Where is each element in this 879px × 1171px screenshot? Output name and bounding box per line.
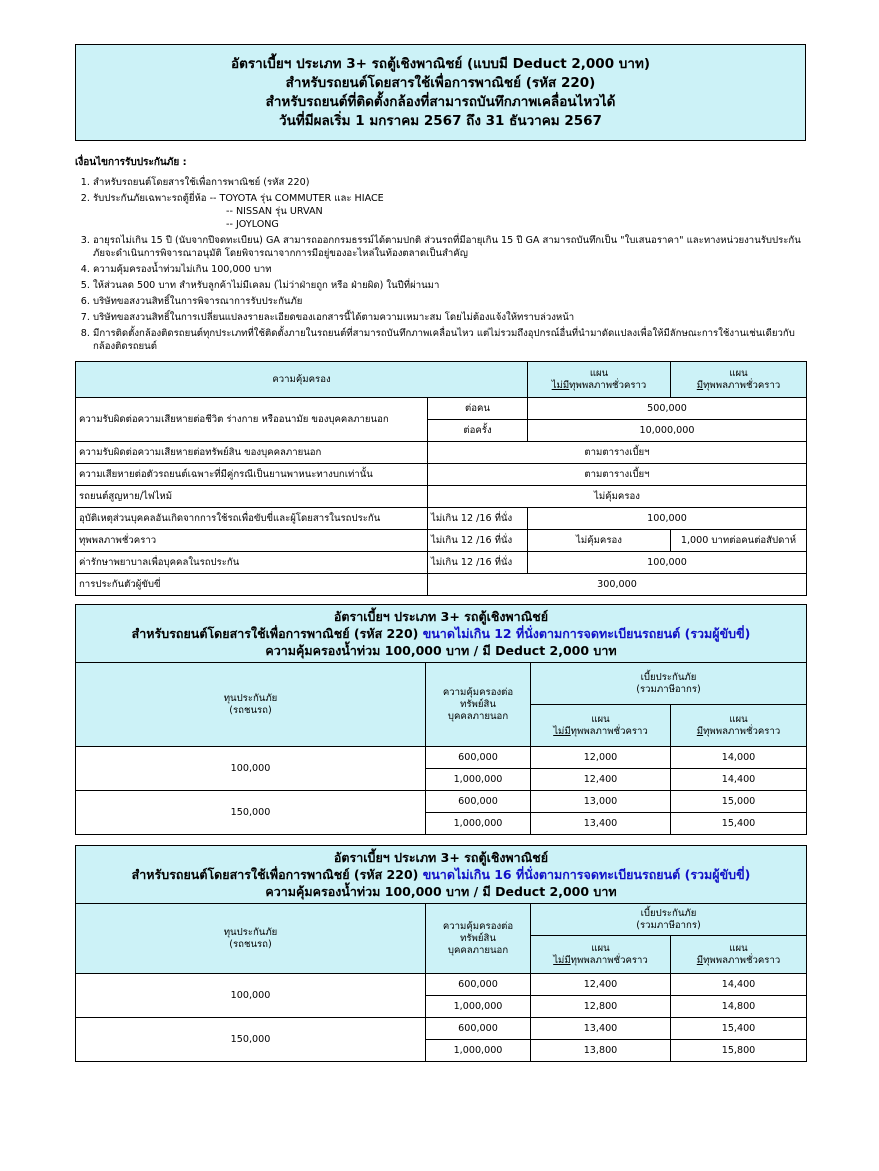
plan-no-disability-header bbox=[528, 362, 671, 398]
vehicle-damage-label: ความเสียหายต่อตัวรถยนต์เฉพาะที่มีคู่กรณีเป็นยานพาหนะทางบกเท่านั้น bbox=[76, 464, 428, 486]
plan-underline: ไม่มี bbox=[551, 379, 570, 391]
plan-underline: ไม่มี bbox=[553, 725, 571, 737]
plan-rest: ทุพพลภาพชั่วคราว bbox=[703, 379, 781, 391]
table-row bbox=[76, 974, 807, 996]
title-box bbox=[75, 44, 806, 141]
condition-text: บริษัทขอสงวนสิทธิ์ในการเปลี่ยนแปลงรายละเอียดของเอกสารนี้ได้ตามความเหมาะสม โดยไม่ต้องแจ้งให้ทราบล่วงหน้า bbox=[93, 312, 575, 323]
property-coverage-line: บุคคลภายนอก bbox=[447, 710, 509, 722]
bail-value: 300,000 bbox=[428, 574, 807, 596]
theft-fire-value: ไม่คุ้มครอง bbox=[428, 486, 807, 508]
property-value: 600,000 bbox=[426, 747, 531, 769]
rate-title-line-1: อัตราเบี้ยฯ ประเภท 3+ รถตู้เชิงพาณิชย์ bbox=[333, 609, 549, 624]
bail-label: การประกันตัวผู้ขับขี่ bbox=[76, 574, 428, 596]
premium-plan1: 13,400 bbox=[531, 1018, 671, 1040]
condition-subline: -- NISSAN รุ่น URVAN bbox=[226, 206, 323, 217]
premium-plan2: 14,800 bbox=[671, 996, 807, 1018]
plan-word: แผน bbox=[729, 367, 748, 379]
accident-label: อุบัติเหตุส่วนบุคคลอันเกิดจากการใช้รถเพื่อขับขี่และผู้โดยสารในรถประกัน bbox=[76, 508, 428, 530]
rate-table-title bbox=[76, 605, 807, 663]
condition-item bbox=[93, 176, 806, 189]
premium-plan1: 12,400 bbox=[531, 974, 671, 996]
sum-insured-label: ทุนประกันภัย bbox=[223, 926, 278, 938]
per-time-label: ต่อครั้ง bbox=[428, 420, 528, 442]
rate-title-line-3: ความคุ้มครองน้ำท่วม 100,000 บาท / มี Deduct 2,000 บาท bbox=[265, 643, 617, 658]
premium-sub: (รวมภาษีอากร) bbox=[636, 683, 701, 695]
premium-plan2: 14,400 bbox=[671, 974, 807, 996]
rate-title-line-1: อัตราเบี้ยฯ ประเภท 3+ รถตู้เชิงพาณิชย์ bbox=[333, 850, 549, 865]
property-coverage-line: ทรัพย์สิน bbox=[460, 932, 496, 944]
title-line-4: วันที่มีผลเริ่ม 1 มกราคม 2567 ถึง 31 ธันวาคม 2567 bbox=[279, 112, 602, 129]
table-row bbox=[76, 747, 807, 769]
per-time-value: 10,000,000 bbox=[528, 420, 807, 442]
table-row bbox=[76, 1018, 807, 1040]
property-coverage-header bbox=[426, 904, 531, 974]
per-person-value: 500,000 bbox=[528, 398, 807, 420]
title-line-1: อัตราเบี้ยฯ ประเภท 3+ รถตู้เชิงพาณิชย์ (แบบมี Deduct 2,000 บาท) bbox=[230, 55, 651, 72]
conditions-title: เงื่อนไขการรับประกันภัย : bbox=[75, 157, 187, 168]
property-value: 1,000,000 bbox=[426, 996, 531, 1018]
premium-plan2: 14,000 bbox=[671, 747, 807, 769]
vehicle-damage-value: ตามตารางเบี้ยฯ bbox=[428, 464, 807, 486]
rate-title-line-2a: สำหรับรถยนต์โดยสารใช้เพื่อการพาณิชย์ (รหัส 220) bbox=[131, 626, 423, 641]
rate-table-12-seats bbox=[75, 604, 807, 835]
accident-seats: ไม่เกิน 12 /16 ที่นั่ง bbox=[428, 508, 528, 530]
property-value: ตามตารางเบี้ยฯ bbox=[428, 442, 807, 464]
condition-item bbox=[93, 192, 806, 231]
condition-text: ความคุ้มครองน้ำท่วมไม่เกิน 100,000 บาท bbox=[93, 264, 272, 275]
plan-rest: ทุพพลภาพชั่วคราว bbox=[569, 379, 647, 391]
plan-underline: ไม่มี bbox=[553, 954, 571, 966]
premium-plan1: 12,400 bbox=[531, 769, 671, 791]
premium-sub: (รวมภาษีอากร) bbox=[636, 919, 701, 931]
premium-plan2: 15,800 bbox=[671, 1040, 807, 1062]
table-row bbox=[76, 791, 807, 813]
disability-plan1: ไม่คุ้มครอง bbox=[528, 530, 671, 552]
rate-title-line-2b: ขนาดไม่เกิน 16 ที่นั่งตามการจดทะเบียนรถยนต์ (รวมผู้ขับขี่) bbox=[422, 867, 751, 882]
condition-item bbox=[93, 234, 806, 260]
conditions-section bbox=[75, 155, 806, 353]
medical-label: ค่ารักษาพยาบาลเพื่อบุคคลในรถประกัน bbox=[76, 552, 428, 574]
premium-label: เบี้ยประกันภัย bbox=[640, 671, 697, 683]
property-value: 1,000,000 bbox=[426, 1040, 531, 1062]
sum-insured-value: 150,000 bbox=[76, 1018, 426, 1062]
sum-insured-value: 100,000 bbox=[76, 974, 426, 1018]
premium-header bbox=[531, 904, 807, 936]
plan-word: แผน bbox=[591, 942, 610, 954]
rate-title-line-2a: สำหรับรถยนต์โดยสารใช้เพื่อการพาณิชย์ (รหัส 220) bbox=[131, 867, 423, 882]
property-value: 600,000 bbox=[426, 791, 531, 813]
plan-underline: มี bbox=[696, 954, 704, 966]
property-coverage-line: บุคคลภายนอก bbox=[447, 944, 509, 956]
sum-insured-header bbox=[76, 663, 426, 747]
premium-plan1: 13,400 bbox=[531, 813, 671, 835]
condition-text: สำหรับรถยนต์โดยสารใช้เพื่อการพาณิชย์ (รหัส 220) bbox=[93, 177, 310, 188]
title-line-3: สำหรับรถยนต์ที่ติดตั้งกล้องที่สามารถบันทึกภาพเคลื่อนไหวได้ bbox=[265, 93, 616, 110]
premium-label: เบี้ยประกันภัย bbox=[640, 907, 697, 919]
per-person-label: ต่อคน bbox=[428, 398, 528, 420]
plan-with-disability-header bbox=[671, 362, 807, 398]
disability-label: ทุพพลภาพชั่วคราว bbox=[76, 530, 428, 552]
premium-plan1: 13,800 bbox=[531, 1040, 671, 1062]
plan-word: แผน bbox=[729, 713, 748, 725]
disability-plan2: 1,000 บาทต่อคนต่อสัปดาห์ bbox=[671, 530, 807, 552]
property-value: 1,000,000 bbox=[426, 813, 531, 835]
premium-plan2: 15,000 bbox=[671, 791, 807, 813]
premium-plan1: 13,000 bbox=[531, 791, 671, 813]
liability-life-label: ความรับผิดต่อความเสียหายต่อชีวิต ร่างกาย หรืออนามัย ของบุคคลภายนอก bbox=[76, 398, 428, 442]
plan-with-disability-header bbox=[671, 936, 807, 974]
plan-rest: ทุพพลภาพชั่วคราว bbox=[703, 954, 781, 966]
conditions-list bbox=[75, 176, 806, 353]
condition-item bbox=[93, 279, 806, 292]
sum-insured-value: 150,000 bbox=[76, 791, 426, 835]
coverage-table bbox=[75, 361, 807, 596]
plan-no-disability-header bbox=[531, 705, 671, 747]
rate-table-16-seats bbox=[75, 845, 807, 1062]
document-sheet bbox=[75, 44, 806, 1062]
rate-title-line-3: ความคุ้มครองน้ำท่วม 100,000 บาท / มี Deduct 2,000 บาท bbox=[265, 884, 617, 899]
property-coverage-line: ความคุ้มครองต่อ bbox=[442, 686, 514, 698]
medical-seats: ไม่เกิน 12 /16 ที่นั่ง bbox=[428, 552, 528, 574]
sum-insured-label: ทุนประกันภัย bbox=[223, 692, 278, 704]
condition-item bbox=[93, 327, 806, 353]
premium-plan1: 12,000 bbox=[531, 747, 671, 769]
property-value: 1,000,000 bbox=[426, 769, 531, 791]
rate-table-title bbox=[76, 846, 807, 904]
property-label: ความรับผิดต่อความเสียหายต่อทรัพย์สิน ของบุคคลภายนอก bbox=[76, 442, 428, 464]
plan-word: แผน bbox=[589, 367, 609, 379]
plan-no-disability-header bbox=[531, 936, 671, 974]
premium-plan2: 14,400 bbox=[671, 769, 807, 791]
accident-value: 100,000 bbox=[528, 508, 807, 530]
property-coverage-line: ความคุ้มครองต่อ bbox=[442, 920, 514, 932]
condition-text: ให้ส่วนลด 500 บาท สำหรับลูกค้าไม่มีเคลม (ไม่ว่าฝ่ายถูก หรือ ฝ่ายผิด) ในปีที่ผ่านมา bbox=[93, 280, 440, 291]
premium-plan1: 12,800 bbox=[531, 996, 671, 1018]
sum-insured-sub: (รถชนรถ) bbox=[229, 938, 272, 950]
plan-underline: มี bbox=[696, 725, 704, 737]
property-coverage-header bbox=[426, 663, 531, 747]
property-value: 600,000 bbox=[426, 974, 531, 996]
premium-plan2: 15,400 bbox=[671, 813, 807, 835]
plan-underline: มี bbox=[696, 379, 704, 391]
title-line-2: สำหรับรถยนต์โดยสารใช้เพื่อการพาณิชย์ (รหัส 220) bbox=[285, 74, 596, 91]
condition-text: บริษัทขอสงวนสิทธิ์ในการพิจารณาการรับประกันภัย bbox=[93, 296, 303, 307]
disability-seats: ไม่เกิน 12 /16 ที่นั่ง bbox=[428, 530, 528, 552]
premium-plan2: 15,400 bbox=[671, 1018, 807, 1040]
plan-rest: ทุพพลภาพชั่วคราว bbox=[570, 725, 648, 737]
plan-rest: ทุพพลภาพชั่วคราว bbox=[703, 725, 781, 737]
rate-title-line-2b: ขนาดไม่เกิน 12 ที่นั่งตามการจดทะเบียนรถยนต์ (รวมผู้ขับขี่) bbox=[422, 626, 751, 641]
property-value: 600,000 bbox=[426, 1018, 531, 1040]
premium-header bbox=[531, 663, 807, 705]
sum-insured-value: 100,000 bbox=[76, 747, 426, 791]
sum-insured-sub: (รถชนรถ) bbox=[229, 704, 272, 716]
plan-with-disability-header bbox=[671, 705, 807, 747]
sum-insured-header bbox=[76, 904, 426, 974]
condition-text: มีการติดตั้งกล้องติดรถยนต์ทุกประเภทที่ใช้ติดตั้งภายในรถยนต์ที่สามารถบันทึกภาพเคลื่อนไหว แต่ไม่รวมถึงอุปกรณ์อื่นที่นำมาดัดแปลงเพื่อให้มีลักษณะการใช้งานเช่นเดียวกับกล้องติดรถยนต์ bbox=[93, 328, 795, 352]
plan-word: แผน bbox=[591, 713, 610, 725]
medical-value: 100,000 bbox=[528, 552, 807, 574]
theft-fire-label: รถยนต์สูญหาย/ไฟไหม้ bbox=[76, 486, 428, 508]
property-coverage-line: ทรัพย์สิน bbox=[460, 698, 496, 710]
condition-text: รับประกันภัยเฉพาะรถตู้ยี่ห้อ -- TOYOTA รุ่น COMMUTER และ HIACE bbox=[93, 193, 384, 204]
condition-text: อายุรถไม่เกิน 15 ปี (นับจากปีจดทะเบียน) GA สามารถออกกรมธรรม์ได้ตามปกติ ส่วนรถที่มีอายุเกิน 15 ปี GA สามารถบันทึกเป็น "ใบเสนอราคา" และทางหน่วยงานรับประกันภัยจะดำเนินการพิจารณาอนุมัติ โดยพิจารณาจากการมีอยู่ของอะไหล่ในท้องตลาดเป็นสำคัญ bbox=[93, 235, 801, 259]
condition-item bbox=[93, 311, 806, 324]
condition-subline: -- JOYLONG bbox=[226, 219, 279, 230]
plan-word: แผน bbox=[729, 942, 748, 954]
condition-item bbox=[93, 295, 806, 308]
coverage-header: ความคุ้มครอง bbox=[76, 362, 528, 398]
condition-item bbox=[93, 263, 806, 276]
plan-rest: ทุพพลภาพชั่วคราว bbox=[570, 954, 648, 966]
